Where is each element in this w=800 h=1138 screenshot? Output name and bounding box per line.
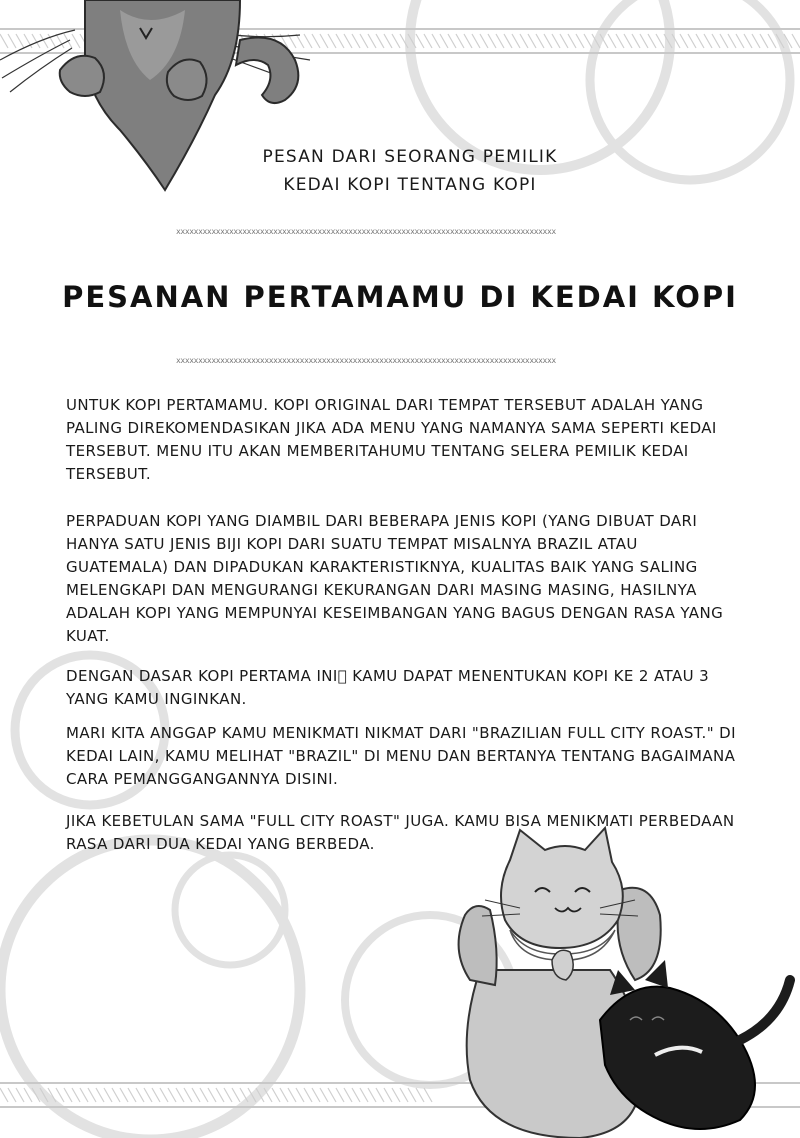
subtitle-line-1: PESAN DARI SEORANG PEMILIK — [262, 147, 558, 167]
subtitle-line-2: KEDAI KOPI TENTANG KOPI — [283, 175, 537, 195]
two-cats-illustration — [440, 820, 800, 1138]
paragraph-4: MARI KITA ANGGAP KAMU MENIKMATI NIKMAT DARI "BRAZILIAN FULL CITY ROAST." DI KEDAI LAIN, KAMU MELIHAT "BRAZIL" DI MENU DAN BERTANYA TENTANG BAGAIMANA CARA PEMANGGANGANNYA DISINI. — [66, 724, 736, 788]
page-title: PESANAN PERTAMAMU DI KEDAI KOPI — [62, 280, 738, 314]
divider-bottom: xxxxxxxxxxxxxxxxxxxxxxxxxxxxxxxxxxxxxxxxxxxxxxxxxxxxxxxxxxxxxxxxxxxxxxxxxxxxxxxxxxxxxx — [176, 357, 556, 365]
paragraph-1: UNTUK KOPI PERTAMAMU. KOPI ORIGINAL DARI TEMPAT TERSEBUT ADALAH YANG PALING DIREKOMENDASIKAN JIKA ADA MENU YANG NAMANYA SAMA SEPERTI KEDAI TERSEBUT. MENU ITU AKAN MEMBERITAHUMU TENTANG SELERA PEMILIK KEDAI TERSEBUT. — [66, 396, 717, 483]
section-subtitle — [200, 143, 620, 199]
paragraph-5: JIKA KEBETULAN SAMA "FULL CITY ROAST" JUGA. KAMU BISA MENIKMATI PERBEDAAN RASA DARI DUA KEDAI YANG BERBEDA. — [66, 812, 735, 853]
divider-top: xxxxxxxxxxxxxxxxxxxxxxxxxxxxxxxxxxxxxxxxxxxxxxxxxxxxxxxxxxxxxxxxxxxxxxxxxxxxxxxxxxxxxx — [176, 228, 556, 236]
paragraph-3: DENGAN DASAR KOPI PERTAMA INI  KAMU DAPAT MENENTUKAN KOPI KE 2 ATAU 3 YANG KAMU INGINKAN. — [66, 667, 710, 708]
paragraph-2: PERPADUAN KOPI YANG DIAMBIL DARI BEBERAPA JENIS KOPI (YANG DIBUAT DARI HANYA SATU JENIS BIJI KOPI DARI SUATU TEMPAT MISALNYA BRAZIL ATAU GUATEMALA) DAN DIPADUKAN KARAKTERISTIKNYA, KUALITAS BAIK YANG SALING MELENGKAPI DAN MENGURANGI KEKURANGAN DARI MASING MASING, HASILNYA ADALAH KOPI YANG MEMPUNYAI KESEIMBANGAN YANG BAGUS DENGAN RASA YANG KUAT. — [66, 512, 724, 645]
